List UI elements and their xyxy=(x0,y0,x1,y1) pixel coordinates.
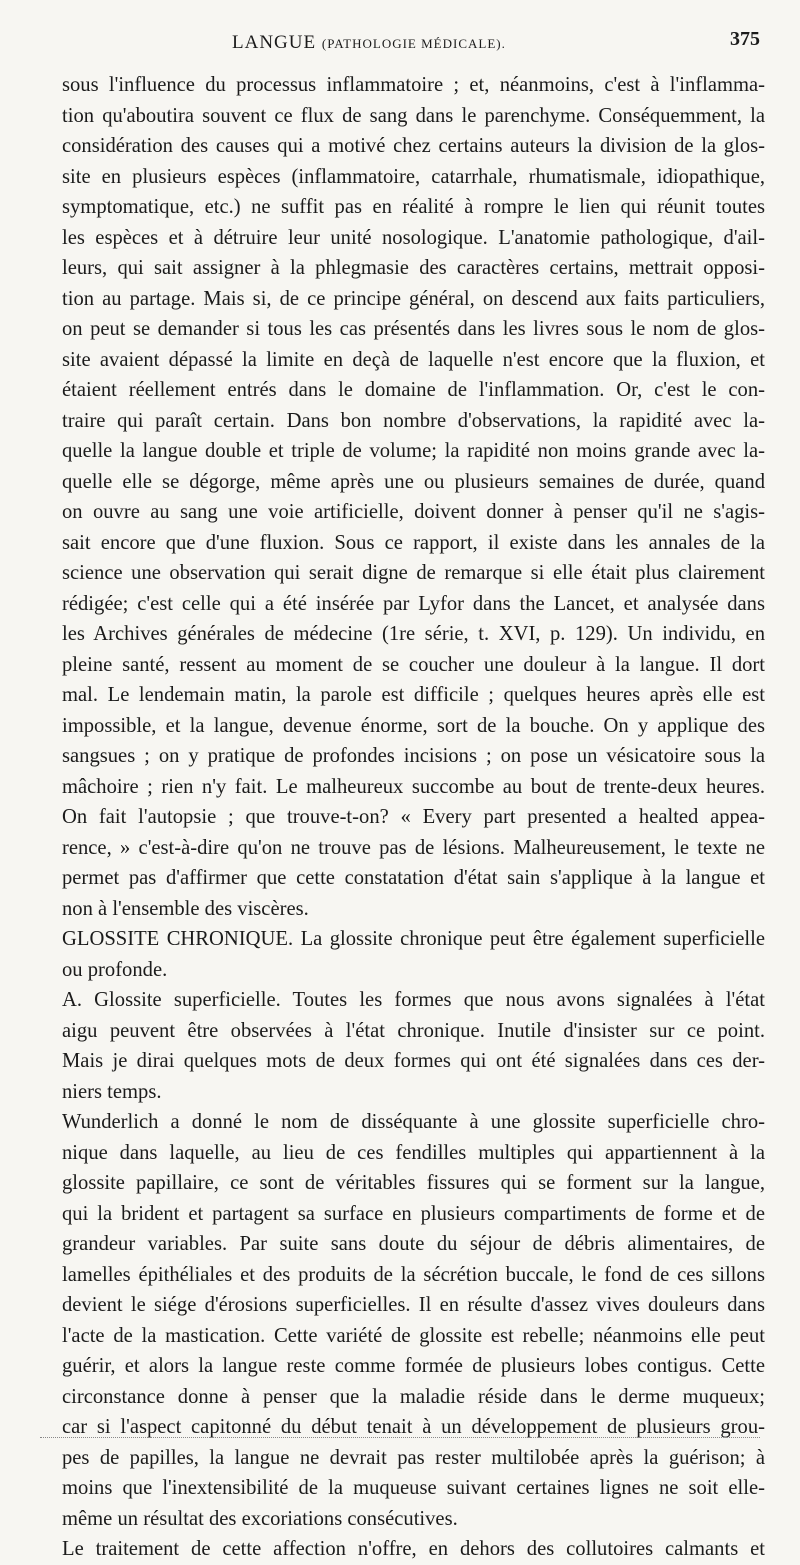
text-line: science une observation qui serait digne de remarque si elle était plus clairement xyxy=(62,562,765,584)
text-line: rédigée; c'est celle qui a été insérée par Lyfor dans the Lancet, et analysée dans xyxy=(62,592,765,615)
paragraph-2 xyxy=(62,924,765,985)
text-line: les Archives générales de médecine (1re série, t. XVI, p. 129). Un individu, en xyxy=(62,623,765,645)
text-line: niers temps. xyxy=(62,1080,162,1103)
text-line: site avaient dépassé la limite en deçà de laquelle n'est encore que la fluxion, et xyxy=(62,348,765,371)
text-line: impossible, et la langue, devenue énorme, sort de la bouche. On y applique des xyxy=(62,714,765,737)
text-line: pleine santé, ressent au moment de se coucher une douleur à la langue. Il dort xyxy=(62,653,765,676)
text-line: tion au partage. Mais si, de ce principe général, on descend aux faits particuliers, xyxy=(62,287,765,310)
text-line: les espèces et à détruire leur unité nosologique. L'anatomie pathologique, d'ail- xyxy=(62,226,765,249)
paragraph-5 xyxy=(62,1534,765,1565)
running-title xyxy=(232,32,506,54)
text-line: circonstance donne à penser que la maladie réside dans le derme muqueux; xyxy=(62,1385,765,1408)
text-line: quelle elle se dégorge, même après une ou plusieurs semaines de durée, quand xyxy=(62,470,765,493)
text-line: étaient réellement entrés dans le domaine de l'inflammation. Or, c'est le con- xyxy=(62,379,765,401)
body-text xyxy=(62,70,765,1565)
text-line: pes de papilles, la langue ne devrait pas rester multilobée après la guérison; à xyxy=(62,1446,765,1469)
text-line: devient le siége d'érosions superficielles. Il en résulte d'assez vives douleurs dans xyxy=(62,1294,765,1316)
text-line: On fait l'autopsie ; que trouve-t-on? « Every part presented a healted appea- xyxy=(62,806,765,828)
text-line: rence, » c'est-à-dire qu'on ne trouve pas de lésions. Malheureusement, le texte ne xyxy=(62,836,765,859)
running-title-sub: (PATHOLOGIE MÉDICALE). xyxy=(321,36,506,51)
text-line: permet pas d'affirmer que cette constatation d'état sain s'applique à la langue et xyxy=(62,867,765,889)
text-line: GLOSSITE CHRONIQUE. La glossite chronique peut être également superficielle xyxy=(62,928,765,950)
text-line: même un résultat des excoriations consécutives. xyxy=(62,1507,458,1530)
text-line: mâchoire ; rien n'y fait. Le malheureux succombe au bout de trente-deux heures. xyxy=(62,775,765,798)
text-line: tion qu'aboutira souvent ce flux de sang dans le parenchyme. Conséquemment, la xyxy=(62,104,765,127)
text-line: grandeur variables. Par suite sans doute du séjour de débris alimentaires, de xyxy=(62,1233,765,1255)
text-line: site en plusieurs espèces (inflammatoire, catarrhale, rhumatismale, idiopathique, xyxy=(62,165,765,188)
footer-rule xyxy=(40,1437,760,1439)
page-header xyxy=(0,28,800,58)
text-line: quelle la langue double et triple de volume; la rapidité non moins grande avec la- xyxy=(62,440,765,462)
text-line: car si l'aspect capitonné du début tenait à un développement de plusieurs grou- xyxy=(62,1416,765,1438)
text-line: on ouvre au sang une voie artificielle, doivent donner à penser qu'il ne s'agis- xyxy=(62,501,765,523)
text-line: moins que l'inextensibilité de la muqueuse suivant certaines lignes ne soit elle- xyxy=(62,1477,765,1499)
running-title-main: LANGUE xyxy=(232,32,317,53)
text-line: sangsues ; on y pratique de profondes incisions ; on pose un vésicatoire sous la xyxy=(62,745,765,767)
text-line: guérir, et alors la langue reste comme formée de plusieurs lobes contigus. Cette xyxy=(62,1355,765,1377)
text-line: on peut se demander si tous les cas présentés dans les livres sous le nom de glos- xyxy=(62,318,765,340)
text-line: ou profonde. xyxy=(62,958,168,981)
text-line: sous l'influence du processus inflammatoire ; et, néanmoins, c'est à l'inflamma- xyxy=(62,74,765,96)
text-line: traire qui paraît certain. Dans bon nombre d'observations, la rapidité avec la- xyxy=(62,409,765,432)
paragraph-4 xyxy=(62,1107,765,1534)
text-line: mal. Le lendemain matin, la parole est difficile ; quelques heures après elle est xyxy=(62,684,765,706)
text-line: Mais je dirai quelques mots de deux formes qui ont été signalées dans ces der- xyxy=(62,1050,765,1072)
text-line: sait encore que d'une fluxion. Sous ce rapport, il existe dans les annales de la xyxy=(62,531,765,554)
text-line: lamelles épithéliales et des produits de la sécrétion buccale, le fond de ces sillons xyxy=(62,1263,765,1286)
text-line: l'acte de la mastication. Cette variété de glossite est rebelle; néanmoins elle peut xyxy=(62,1324,765,1347)
text-line: aigu peuvent être observées à l'état chronique. Inutile d'insister sur ce point. xyxy=(62,1019,765,1042)
paragraph-3 xyxy=(62,985,765,1107)
paragraph-1 xyxy=(62,70,765,924)
text-line: qui la brident et partagent sa surface en plusieurs compartiments de forme et de xyxy=(62,1202,765,1225)
text-line: A. Glossite superficielle. Toutes les formes que nous avons signalées à l'état xyxy=(62,989,765,1011)
text-line: Le traitement de cette affection n'offre, en dehors des collutoires calmants et xyxy=(62,1538,765,1560)
text-line: non à l'ensemble des viscères. xyxy=(62,897,309,920)
text-line: symptomatique, etc.) ne suffit pas en réalité à rompre le lien qui réunit toutes xyxy=(62,196,765,218)
page-number: 375 xyxy=(730,28,760,50)
text-line: nique dans laquelle, au lieu de ces fendilles multiples qui appartiennent à la xyxy=(62,1141,765,1164)
text-line: glossite papillaire, ce sont de véritables fissures qui se forment sur la langue, xyxy=(62,1172,765,1194)
text-line: leurs, qui sait assigner à la phlegmasie des caractères certains, mettrait opposi- xyxy=(62,257,765,279)
text-line: Wunderlich a donné le nom de disséquante à une glossite superficielle chro- xyxy=(62,1111,765,1133)
text-line: considération des causes qui a motivé chez certains auteurs la division de la glos- xyxy=(62,135,765,157)
